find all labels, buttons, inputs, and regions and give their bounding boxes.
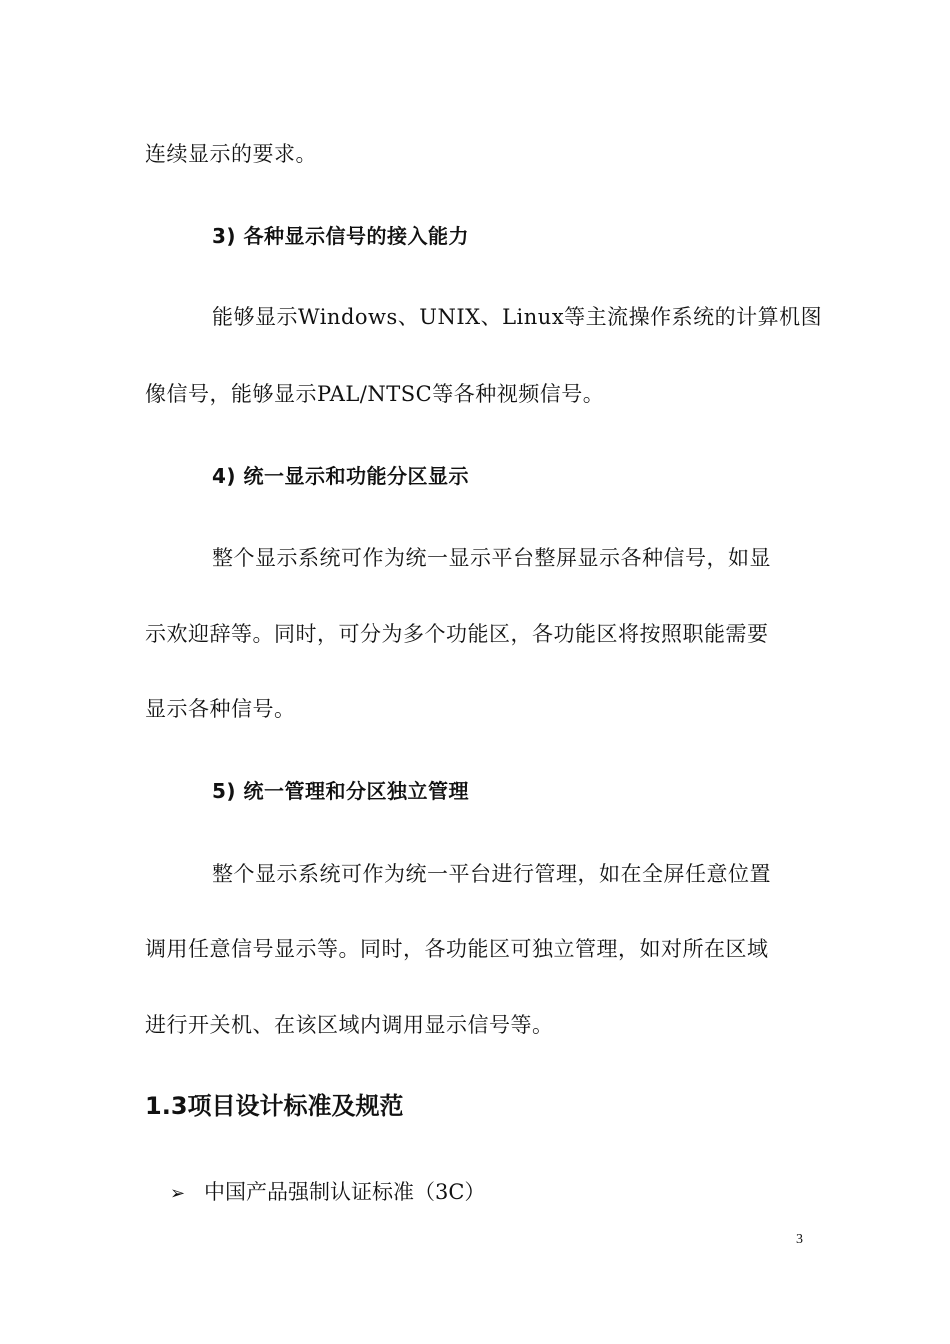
subheading-5: 5) 统一管理和分区独立管理 — [212, 779, 470, 803]
list-item — [170, 1178, 485, 1208]
paragraph-line: 能够显示Windows、UNIX、Linux等主流操作系统的计算机图 — [212, 305, 823, 329]
paragraph-line: 整个显示系统可作为统一平台进行管理，如在全屏任意位置 — [212, 862, 771, 886]
arrow-bullet-icon: ➢ — [170, 1183, 186, 1204]
subheading-3: 3) 各种显示信号的接入能力 — [212, 224, 470, 248]
subheading-4: 4) 统一显示和功能分区显示 — [212, 464, 470, 488]
paragraph-line: 整个显示系统可作为统一显示平台整屏显示各种信号，如显 — [212, 546, 771, 570]
paragraph-line: 像信号，能够显示PAL/NTSC等各种视频信号。 — [145, 382, 605, 406]
section-title: 1.3项目设计标准及规范 — [145, 1092, 404, 1120]
page-number: 3 — [796, 1232, 803, 1247]
paragraph-line: 进行开关机、在该区域内调用显示信号等。 — [145, 1013, 554, 1037]
paragraph-line: 连续显示的要求。 — [145, 142, 317, 166]
list-item-text: 中国产品强制认证标准（3C） — [204, 1180, 486, 1204]
paragraph-line: 示欢迎辞等。同时，可分为多个功能区，各功能区将按照职能需要 — [145, 622, 769, 646]
paragraph-line: 调用任意信号显示等。同时，各功能区可独立管理，如对所在区域 — [145, 937, 769, 961]
paragraph-line: 显示各种信号。 — [145, 697, 296, 721]
